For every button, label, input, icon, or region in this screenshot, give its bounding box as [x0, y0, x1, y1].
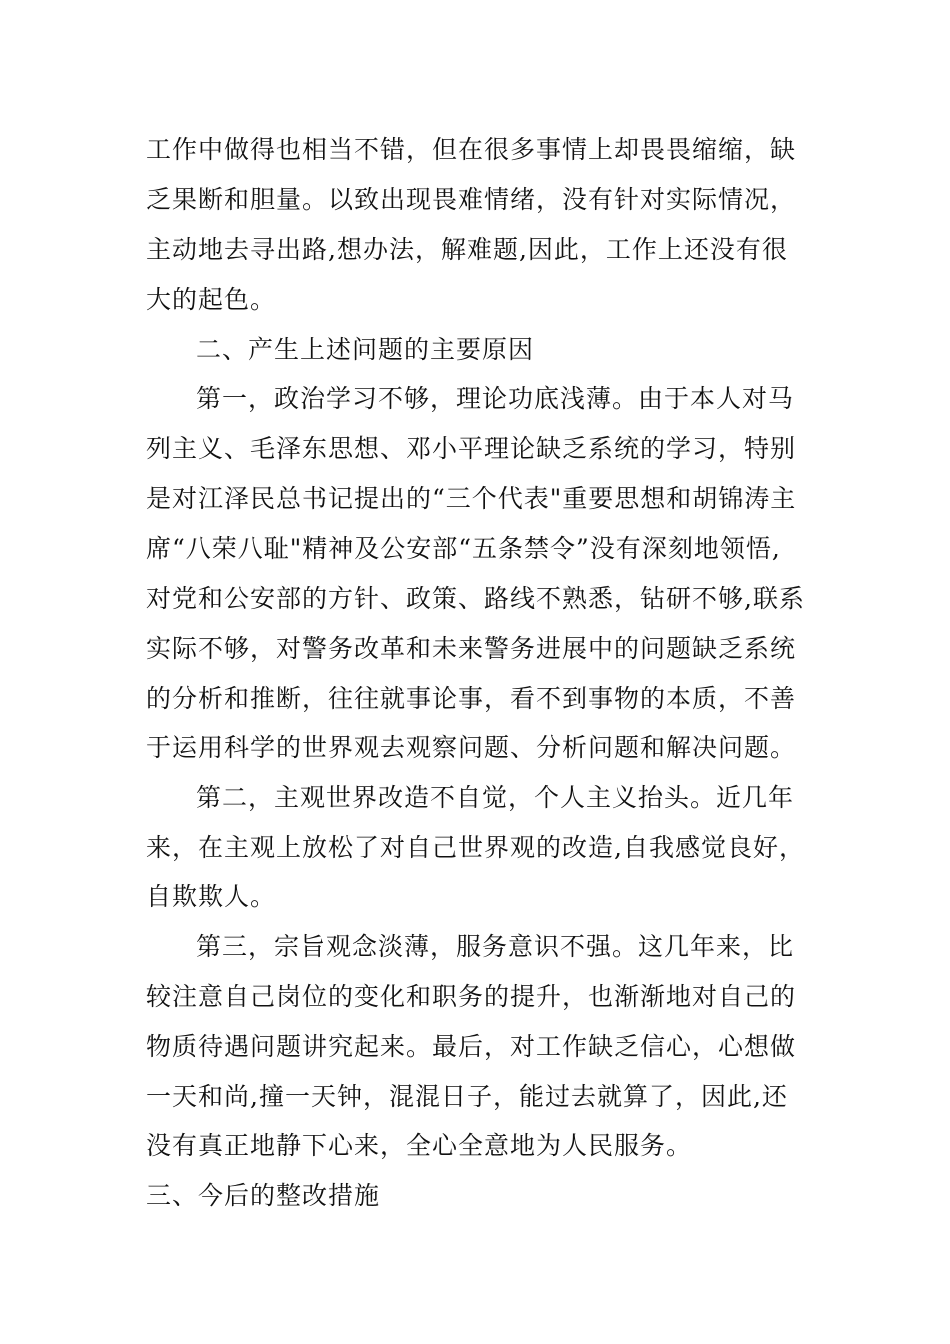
paragraph-line: 实际不够，对警务改革和未来警务进展中的问题缺乏系统 — [146, 634, 797, 663]
paragraph-line: 第一，政治学习不够，理论功底浅薄。由于本人对马 — [196, 384, 795, 413]
section-heading: 三、今后的整改措施 — [146, 1181, 381, 1210]
paragraph-line: 主动地去寻出路,想办法，解难题,因此，工作上还没有很 — [146, 235, 788, 264]
paragraph-line: 自欺欺人。 — [146, 882, 277, 911]
paragraph-line: 对党和公安部的方针、政策、路线不熟悉，钻研不够,联系 — [146, 584, 805, 613]
section-heading: 二、产生上述问题的主要原因 — [196, 335, 535, 364]
paragraph-line: 的分析和推断，往往就事论事，看不到事物的本质，不善 — [146, 684, 797, 713]
paragraph-line: 席“八荣八耻"精神及公安部“五条禁令”没有深刻地领悟, — [146, 534, 781, 563]
paragraph-line: 是对江泽民总书记提出的“三个代表"重要思想和胡锦涛主 — [146, 484, 797, 513]
paragraph-line: 没有真正地静下心来，全心全意地为人民服务。 — [146, 1131, 693, 1160]
paragraph-line: 于运用科学的世界观去观察问题、分析问题和解决问题。 — [146, 733, 797, 762]
paragraph-line: 较注意自己岗位的变化和职务的提升，也渐渐地对自己的 — [146, 982, 797, 1011]
paragraph-line: 乏果断和胆量。以致出现畏难情绪，没有针对实际情况， — [146, 185, 797, 214]
paragraph-line: 物质待遇问题讲究起来。最后，对工作缺乏信心，心想做 — [146, 1032, 797, 1061]
paragraph-line: 大的起色。 — [146, 285, 277, 314]
paragraph-line: 第三，宗旨观念淡薄，服务意识不强。这几年来，比 — [196, 932, 795, 961]
paragraph-line: 一天和尚,撞一天钟，混混日子，能过去就算了，因此,还 — [146, 1082, 788, 1111]
paragraph-line: 来，在主观上放松了对自己世界观的改造,自我感觉良好， — [146, 833, 805, 862]
paragraph-line: 第二，主观世界改造不自觉，个人主义抬头。近几年 — [196, 783, 795, 812]
paragraph-line: 列主义、毛泽东思想、邓小平理论缺乏系统的学习，特别 — [146, 434, 797, 463]
paragraph-line: 工作中做得也相当不错，但在很多事情上却畏畏缩缩，缺 — [146, 135, 797, 164]
